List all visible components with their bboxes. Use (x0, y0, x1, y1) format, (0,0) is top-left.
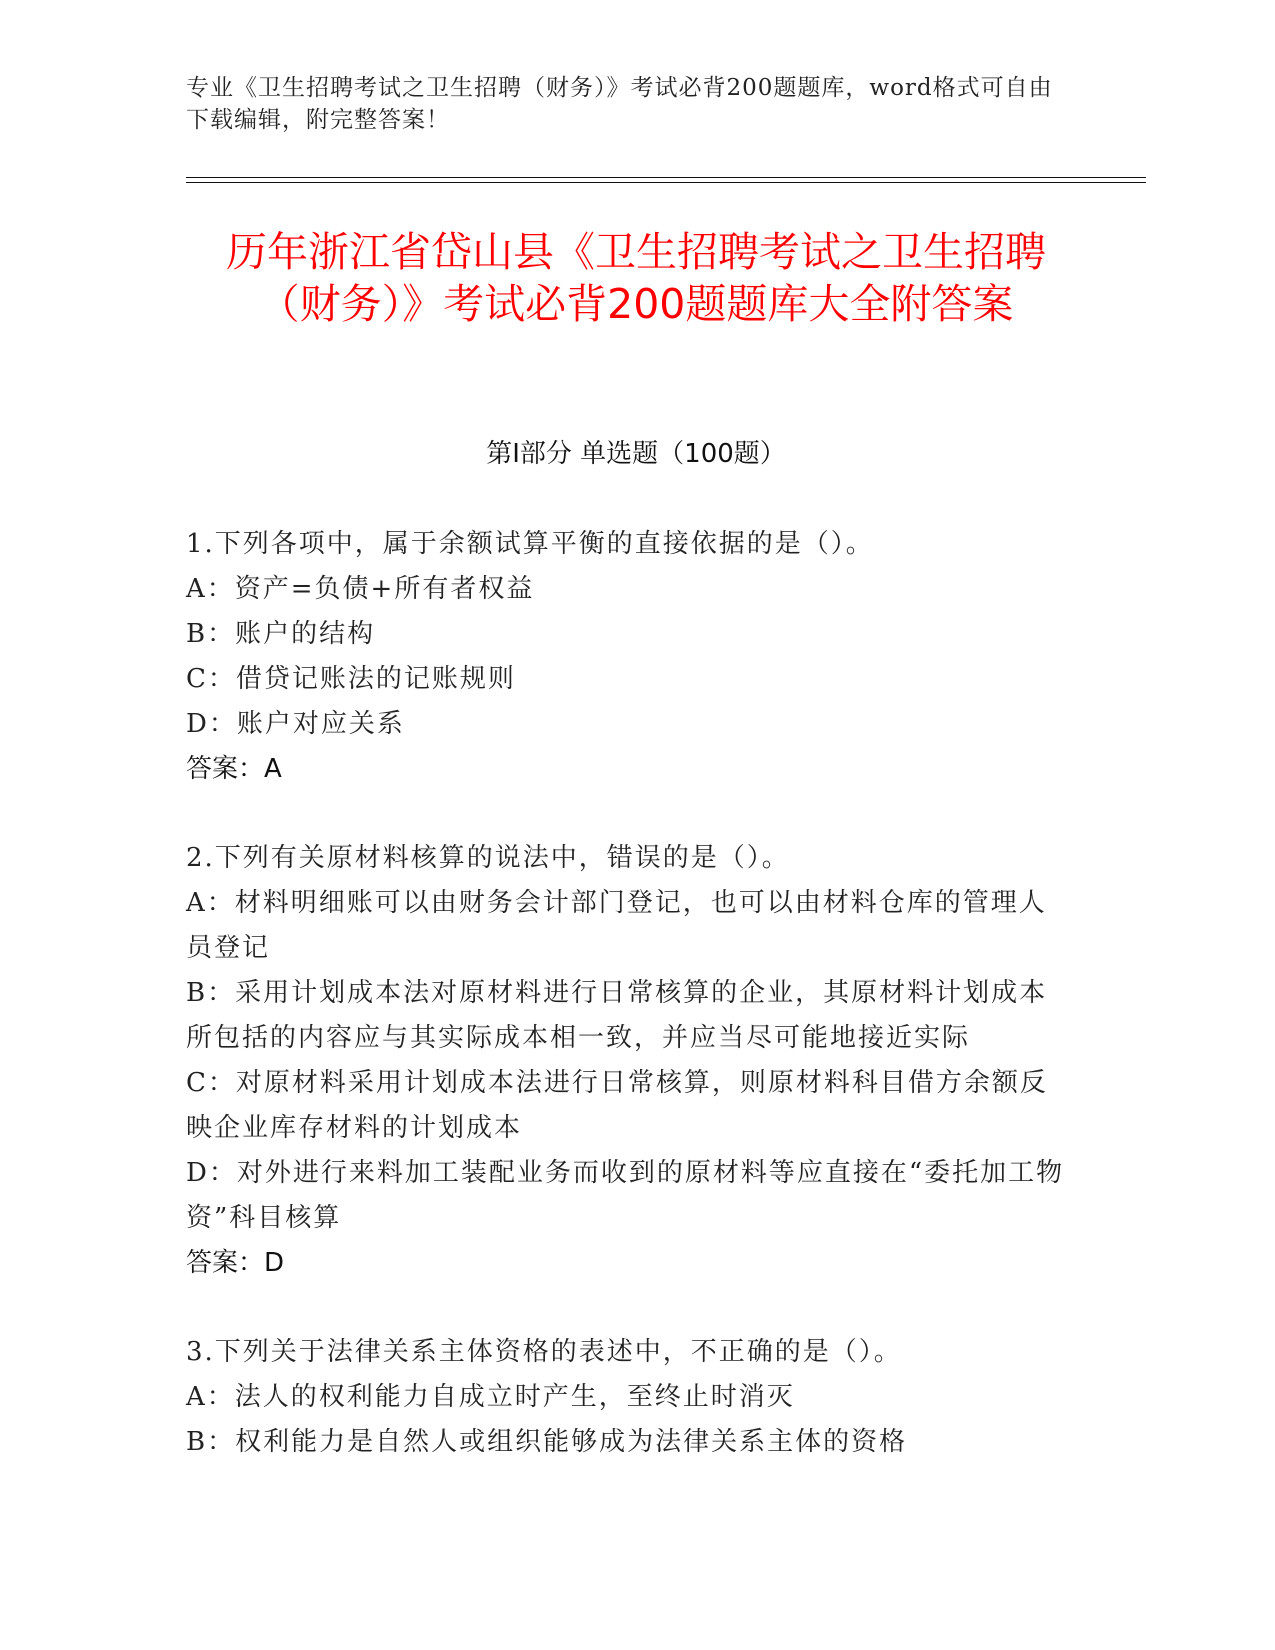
option-d: D：账户对应关系 (186, 709, 405, 739)
option-b: B：采用计划成本法对原材料进行日常核算的企业，其原材料计划成本所包括的内容应与其实际成本相一致，并应当尽可能地接近实际 (186, 978, 1048, 1053)
question-1 (186, 522, 1066, 792)
section-heading: 第Ⅰ部分 单选题（100题） (486, 439, 786, 469)
option-d: D：对外进行来料加工装配业务而收到的原材料等应直接在“委托加工物资”科目核算 (186, 1158, 1065, 1233)
question-stem: 1.下列各项中，属于余额试算平衡的直接依据的是（）。 (186, 529, 874, 559)
answer: 答案：A (186, 754, 282, 784)
option-b: B：账户的结构 (186, 619, 376, 649)
header-divider-top (186, 177, 1146, 178)
header-note: 专业《卫生招聘考试之卫生招聘（财务）》考试必背200题题库，word格式可自由下载编辑，附完整答案！ (186, 75, 1053, 133)
option-c: C：借贷记账法的记账规则 (186, 664, 516, 694)
option-a: A：材料明细账可以由财务会计部门登记，也可以由材料仓库的管理人员登记 (186, 888, 1047, 963)
option-a: A：法人的权利能力自成立时产生，至终止时消灭 (186, 1382, 795, 1412)
answer: 答案：D (186, 1248, 285, 1278)
option-b: B：权利能力是自然人或组织能够成为法律关系主体的资格 (186, 1427, 908, 1457)
question-list (186, 522, 1066, 1509)
question-3 (186, 1330, 1066, 1465)
option-c: C：对原材料采用计划成本法进行日常核算，则原材料科目借方余额反映企业库存材料的计划成本 (186, 1068, 1048, 1143)
question-2 (186, 836, 1066, 1286)
question-stem: 3.下列关于法律关系主体资格的表述中，不正确的是（）。 (186, 1337, 902, 1367)
question-stem: 2.下列有关原材料核算的说法中，错误的是（）。 (186, 843, 790, 873)
option-a: A：资产=负债+所有者权益 (186, 574, 535, 604)
header-divider-bottom (186, 182, 1146, 183)
document-title: 历年浙江省岱山县《卫生招聘考试之卫生招聘（财务）》考试必背200题题库大全附答案 (226, 228, 1046, 328)
